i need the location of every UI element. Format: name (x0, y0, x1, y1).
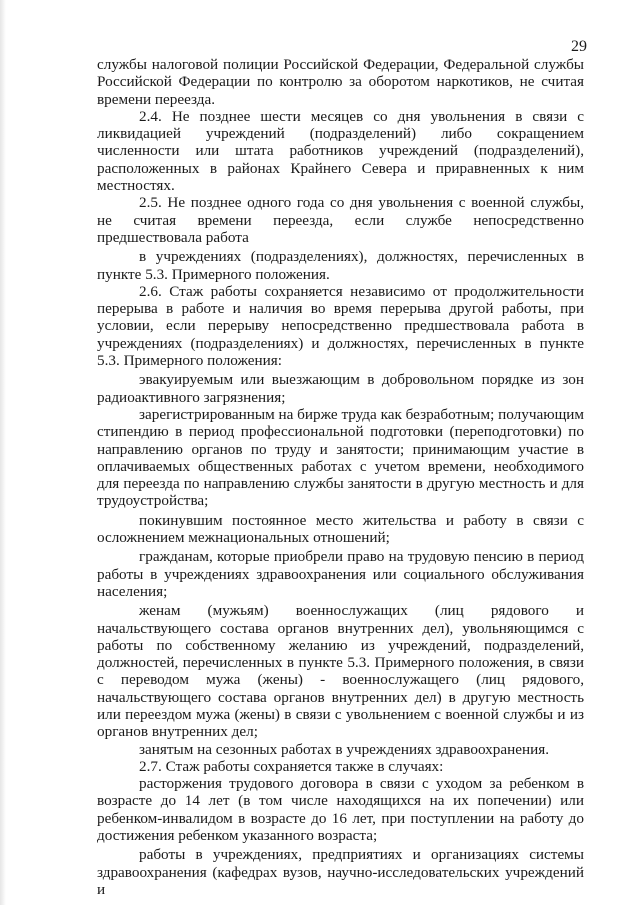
paragraph: работы в учреждениях, предприятиях и организациях системы здравоохранения (кафедрах вузов, научно-исследовательских учреждений и (97, 846, 584, 898)
paragraph: женам (мужьям) военнослужащих (лиц рядового и начальствующего состава органов внутренних дел), увольняющимся с работы по собственному желанию из учреждений, подразделений, должностей, перечисленных в пункте 5.3. Примерного положения, в связи с переводом мужа (жены) - военнослужащего (лиц рядового, начальствующего состава органов внутренних дел) в другую местность или переездом мужа (жены) в связи с увольнением с военной службы и из органов внутренних дел; (97, 602, 584, 741)
page-number: 29 (571, 38, 587, 55)
paragraph: занятым на сезонных работах в учреждениях здравоохранения. (139, 740, 550, 758)
paragraph: покинувшим постоянное место жительства и работу в связи с осложнением межнациональных отношений; (97, 511, 584, 547)
paragraph: 2.6. Стаж работы сохраняется независимо от продолжительности перерыва в работе и наличия во время перерыва другой работы, при условии, если перерыву непосредственно предшествовала работа в учреждениях (подразделениях) и должностях, перечисленных в пункте 5.3. Примерного положения: (97, 282, 584, 370)
paragraph: 2.7. Стаж работы сохраняется также в случаях: (139, 757, 444, 775)
paragraph: 2.4. Не позднее шести месяцев со дня увольнения в связи с ликвидацией учреждений (подразделений) либо сокращением численности или штата работников учреждений (подразделений), расположенных в районах Крайнего Севера и приравненных к ним местностях. (97, 107, 584, 195)
scan-edge (0, 0, 6, 905)
paragraph: в учреждениях (подразделениях), должностях, перечисленных в пункте 5.3. Примерного положения. (97, 248, 584, 283)
paragraph: расторжения трудового договора в связи с уходом за ребенком в возрасте до 14 лет (в том числе находящихся на их попечении) или ребенком-инвалидом в возрасте до 16 лет, при поступлении на работу до достижения ребенком указанного возраста; (97, 775, 584, 845)
paragraph: службы налоговой полиции Российской Федерации, Федеральной службы Российской Федерации по контролю за оборотом наркотиков, не считая времени переезда. (97, 56, 584, 108)
document-body (97, 56, 584, 898)
paragraph: эвакуируемым или выезжающим в добровольном порядке из зон радиоактивного загрязнения; (97, 371, 584, 406)
paragraph: 2.5. Не позднее одного года со дня увольнения с военной службы, не считая времени переезда, если службе непосредственно предшествовала работа (97, 194, 584, 246)
paragraph: гражданам, которые приобрели право на трудовую пенсию в период работы в учреждениях здравоохранения или социального обслуживания населения; (97, 548, 584, 600)
paragraph: зарегистрированным на бирже труда как безработным; получающим стипендию в период профессиональной подготовки (переподготовки) по направлению органов по труду и занятости; принимающим участие в оплачиваемых общественных работах с учетом времени, необходимого для переезда по направлению службы занятости в другую местность и для трудоустройства; (97, 405, 584, 510)
